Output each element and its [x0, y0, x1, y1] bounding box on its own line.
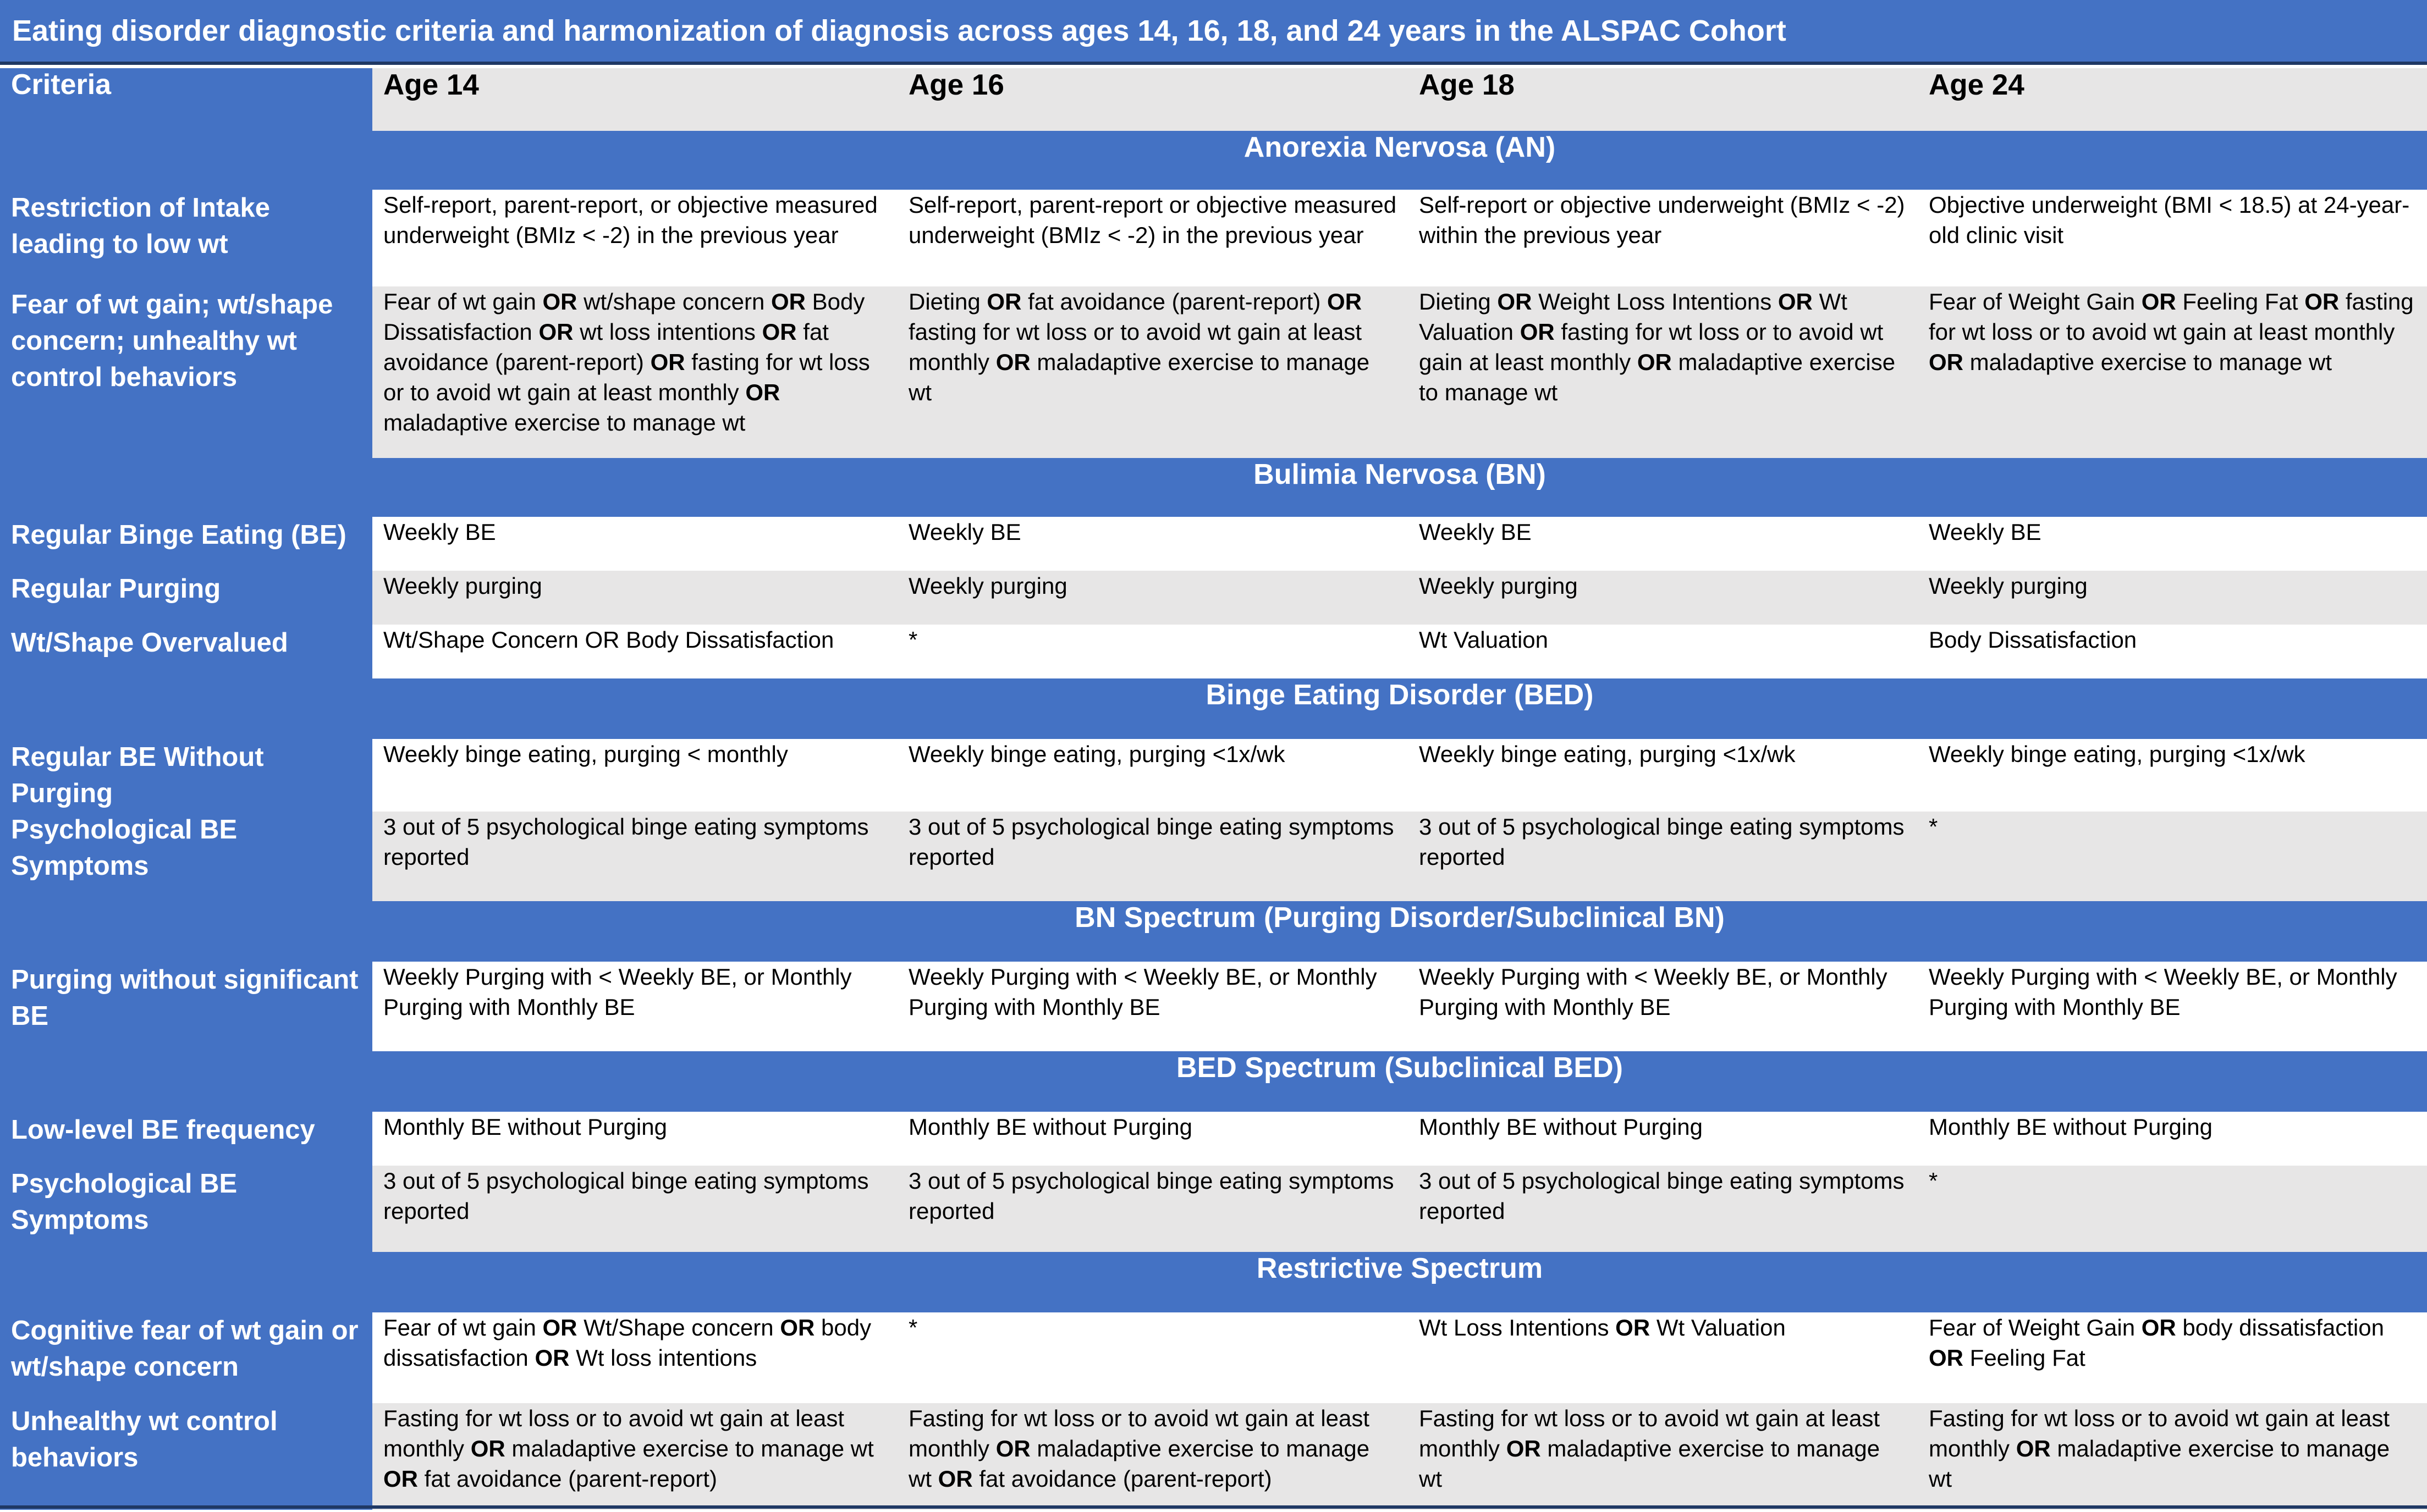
age-24-column-header: Age 24 [1918, 68, 2427, 131]
bold-keyword: OR [780, 1315, 815, 1340]
cell-age-18: Wt Valuation [1408, 625, 1918, 678]
bold-keyword: OR [1327, 289, 1362, 314]
bold-keyword: OR [470, 1436, 505, 1461]
cell-age-24: Fasting for wt loss or to avoid wt gain at least monthly OR maladaptive exercise to manage wt [1918, 1403, 2427, 1510]
cell-age-24: Weekly purging [1918, 571, 2427, 625]
section-title: BED Spectrum (Subclinical BED) [372, 1051, 2427, 1112]
table-row [0, 571, 2427, 625]
cell-age-14: 3 out of 5 psychological binge eating symptoms reported [372, 1166, 898, 1252]
age-18-column-header: Age 18 [1408, 68, 1918, 131]
cell-age-18: Weekly BE [1408, 517, 1918, 571]
bold-keyword: OR [650, 349, 685, 375]
bold-keyword: OR [995, 1436, 1031, 1461]
header-row [0, 68, 2427, 131]
table-row [0, 962, 2427, 1051]
table-row [0, 1403, 2427, 1510]
cell-age-24: Weekly Purging with < Weekly BE, or Monthly Purging with Monthly BE [1918, 962, 2427, 1051]
bold-keyword: OR [1929, 349, 1963, 375]
cell-age-18: 3 out of 5 psychological binge eating symptoms reported [1408, 812, 1918, 901]
section-row-restrictive-spectrum [0, 1252, 2427, 1312]
table-row [0, 190, 2427, 286]
section-title: Restrictive Spectrum [372, 1252, 2427, 1312]
cell-age-18: Weekly Purging with < Weekly BE, or Monthly Purging with Monthly BE [1408, 962, 1918, 1051]
criteria-label: Psychological BE Symptoms [0, 812, 372, 901]
section-criteria-spacer [0, 1252, 372, 1312]
bold-keyword: OR [542, 289, 577, 314]
bold-keyword: OR [987, 289, 1022, 314]
section-title: Binge Eating Disorder (BED) [372, 678, 2427, 739]
table-row [0, 1166, 2427, 1252]
cell-age-16: * [898, 625, 1408, 678]
cell-age-14: Fear of wt gain OR wt/shape concern OR Body Dissatisfaction OR wt loss intentions OR fat avoidance (parent-report) OR fasting for wt loss or to avoid wt gain at least monthly OR maladaptive exercise to manage wt [372, 286, 898, 458]
bold-keyword: OR [2141, 1315, 2176, 1340]
cell-age-16: Weekly Purging with < Weekly BE, or Monthly Purging with Monthly BE [898, 962, 1408, 1051]
section-criteria-spacer [0, 678, 372, 739]
cell-age-24: Fear of Weight Gain OR body dissatisfaction OR Feeling Fat [1918, 1312, 2427, 1403]
bold-keyword: OR [995, 349, 1031, 375]
cell-age-24: Weekly BE [1918, 517, 2427, 571]
cell-age-18: Wt Loss Intentions OR Wt Valuation [1408, 1312, 1918, 1403]
criteria-label: Low-level BE frequency [0, 1112, 372, 1166]
cell-age-24: Weekly binge eating, purging <1x/wk [1918, 739, 2427, 812]
bold-keyword: OR [2016, 1436, 2051, 1461]
criteria-label: Restriction of Intake leading to low wt [0, 190, 372, 286]
section-title: BN Spectrum (Purging Disorder/Subclinical BN) [372, 901, 2427, 962]
cell-age-16: Fasting for wt loss or to avoid wt gain at least monthly OR maladaptive exercise to manage wt OR fat avoidance (parent-report) [898, 1403, 1408, 1510]
section-criteria-spacer [0, 1051, 372, 1112]
cell-age-18: Dieting OR Weight Loss Intentions OR Wt Valuation OR fasting for wt loss or to avoid wt gain at least monthly OR maladaptive exercise to manage wt [1408, 286, 1918, 458]
criteria-label: Regular Binge Eating (BE) [0, 517, 372, 571]
bold-keyword: OR [1497, 289, 1532, 314]
cell-age-14: 3 out of 5 psychological binge eating symptoms reported [372, 812, 898, 901]
cell-age-16: Self-report, parent-report or objective measured underweight (BMIz < -2) in the previous year [898, 190, 1408, 286]
cell-age-14: Self-report, parent-report, or objective measured underweight (BMIz < -2) in the previous year [372, 190, 898, 286]
cell-age-18: Fasting for wt loss or to avoid wt gain at least monthly OR maladaptive exercise to manage wt [1408, 1403, 1918, 1510]
section-title: Bulimia Nervosa (BN) [372, 458, 2427, 517]
section-criteria-spacer [0, 458, 372, 517]
cell-age-16: * [898, 1312, 1408, 1403]
cell-age-16: Dieting OR fat avoidance (parent-report) OR fasting for wt loss or to avoid wt gain at least monthly OR maladaptive exercise to manage wt [898, 286, 1408, 458]
section-criteria-spacer [0, 131, 372, 190]
cell-age-18: Weekly binge eating, purging <1x/wk [1408, 739, 1918, 812]
cell-age-14: Fear of wt gain OR Wt/Shape concern OR body dissatisfaction OR Wt loss intentions [372, 1312, 898, 1403]
table-row [0, 1112, 2427, 1166]
cell-age-16: 3 out of 5 psychological binge eating symptoms reported [898, 812, 1408, 901]
bold-keyword: OR [1777, 289, 1813, 314]
bold-keyword: OR [538, 319, 574, 345]
section-row-bed-spectrum-subclinical-bed [0, 1051, 2427, 1112]
cell-age-18: Weekly purging [1408, 571, 1918, 625]
cell-age-18: Monthly BE without Purging [1408, 1112, 1918, 1166]
bold-keyword: OR [1929, 1345, 1963, 1371]
cell-age-16: 3 out of 5 psychological binge eating symptoms reported [898, 1166, 1408, 1252]
criteria-label: Wt/Shape Overvalued [0, 625, 372, 678]
criteria-label: Cognitive fear of wt gain or wt/shape concern [0, 1312, 372, 1403]
criteria-table-body [0, 68, 2427, 1510]
bold-keyword: OR [1520, 319, 1555, 345]
bold-keyword: OR [762, 319, 797, 345]
criteria-label: Regular Purging [0, 571, 372, 625]
table-row [0, 625, 2427, 678]
bold-keyword: OR [2141, 289, 2176, 314]
criteria-label: Purging without significant BE [0, 962, 372, 1051]
cell-age-14: Weekly Purging with < Weekly BE, or Monthly Purging with Monthly BE [372, 962, 898, 1051]
table-row [0, 517, 2427, 571]
bold-keyword: OR [535, 1345, 570, 1371]
cell-age-16: Weekly purging [898, 571, 1408, 625]
criteria-table [0, 68, 2427, 1510]
criteria-label: Regular BE Without Purging [0, 739, 372, 812]
cell-age-14: Weekly purging [372, 571, 898, 625]
section-row-bulimia-nervosa-bn [0, 458, 2427, 517]
table-row [0, 739, 2427, 812]
table-title: Eating disorder diagnostic criteria and harmonization of diagnosis across ages 14, 16, 18, and 24 years in the ALSPAC Cohort [0, 0, 2427, 65]
table-row [0, 812, 2427, 901]
age-14-column-header: Age 14 [372, 68, 898, 131]
criteria-label: Unhealthy wt control behaviors [0, 1403, 372, 1510]
cell-age-16: Weekly binge eating, purging <1x/wk [898, 739, 1408, 812]
cell-age-24: Monthly BE without Purging [1918, 1112, 2427, 1166]
bold-keyword: OR [1506, 1436, 1541, 1461]
cell-age-18: 3 out of 5 psychological binge eating symptoms reported [1408, 1166, 1918, 1252]
criteria-label: Psychological BE Symptoms [0, 1166, 372, 1252]
cell-age-14: Weekly BE [372, 517, 898, 571]
bold-keyword: OR [1615, 1315, 1650, 1340]
table-bottom-rule [0, 1505, 2427, 1509]
cell-age-14: Wt/Shape Concern OR Body Dissatisfaction [372, 625, 898, 678]
section-criteria-spacer [0, 901, 372, 962]
cell-age-14: Weekly binge eating, purging < monthly [372, 739, 898, 812]
bold-keyword: OR [542, 1315, 577, 1340]
table-row [0, 286, 2427, 458]
table-row [0, 1312, 2427, 1403]
cell-age-24: Objective underweight (BMI < 18.5) at 24-year-old clinic visit [1918, 190, 2427, 286]
section-row-binge-eating-disorder-bed [0, 678, 2427, 739]
cell-age-14: Fasting for wt loss or to avoid wt gain at least monthly OR maladaptive exercise to manage wt OR fat avoidance (parent-report) [372, 1403, 898, 1510]
section-row-anorexia-nervosa-an [0, 131, 2427, 190]
criteria-label: Fear of wt gain; wt/shape concern; unhealthy wt control behaviors [0, 286, 372, 458]
cell-age-24: Fear of Weight Gain OR Feeling Fat OR fasting for wt loss or to avoid wt gain at least monthly OR maladaptive exercise to manage wt [1918, 286, 2427, 458]
bold-keyword: OR [771, 289, 806, 314]
bold-keyword: OR [938, 1466, 973, 1492]
cell-age-18: Self-report or objective underweight (BMIz < -2) within the previous year [1408, 190, 1918, 286]
bold-keyword: OR [745, 379, 780, 405]
cell-age-14: Monthly BE without Purging [372, 1112, 898, 1166]
cell-age-24: * [1918, 1166, 2427, 1252]
cell-age-24: Body Dissatisfaction [1918, 625, 2427, 678]
bold-keyword: OR [383, 1466, 418, 1492]
cell-age-16: Weekly BE [898, 517, 1408, 571]
section-row-bn-spectrum-purging-disorder-subclinical-bn [0, 901, 2427, 962]
bold-keyword: OR [2304, 289, 2340, 314]
age-16-column-header: Age 16 [898, 68, 1408, 131]
cell-age-16: Monthly BE without Purging [898, 1112, 1408, 1166]
criteria-column-header: Criteria [0, 68, 372, 131]
section-title: Anorexia Nervosa (AN) [372, 131, 2427, 190]
cell-age-24: * [1918, 812, 2427, 901]
bold-keyword: OR [1637, 349, 1672, 375]
